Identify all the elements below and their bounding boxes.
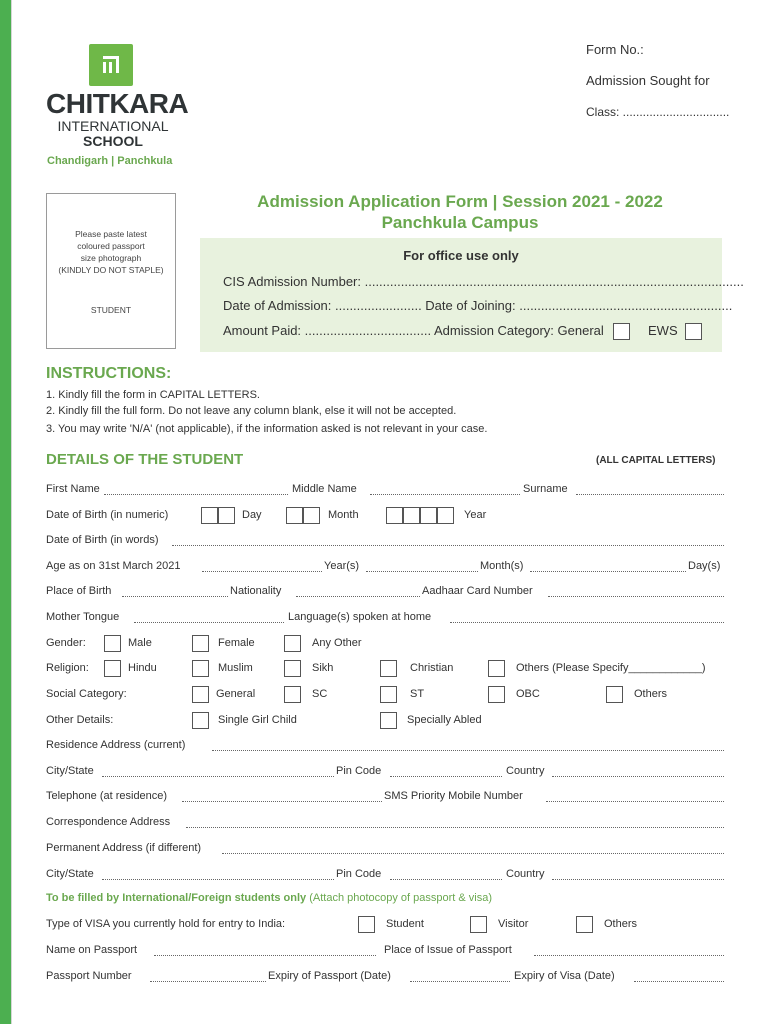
school-logo-icon bbox=[89, 44, 133, 86]
office-use-panel bbox=[200, 238, 744, 352]
christian-checkbox[interactable] bbox=[380, 660, 397, 677]
aadhaar-field[interactable] bbox=[548, 585, 724, 597]
country-label-2: Country bbox=[506, 868, 545, 880]
language-row bbox=[46, 611, 724, 627]
residence-label: Residence Address (current) bbox=[46, 739, 186, 751]
dob-day-digit-1[interactable] bbox=[201, 507, 218, 524]
gender-label: Gender: bbox=[46, 637, 86, 649]
mother-tongue-field[interactable] bbox=[134, 611, 284, 623]
age-days-field[interactable] bbox=[530, 560, 686, 572]
sms-mobile-field[interactable] bbox=[546, 790, 724, 802]
dob-year-digit-4[interactable] bbox=[437, 507, 454, 524]
religion-row bbox=[46, 662, 724, 678]
dob-numeric-label: Date of Birth (in numeric) bbox=[46, 509, 169, 521]
instruction-3: 3. You may write 'N/A' (not applicable), if the information asked is not relevant in your case. bbox=[46, 423, 488, 435]
st-label: ST bbox=[410, 688, 425, 700]
middle-name-field[interactable] bbox=[370, 483, 520, 495]
expiry-passport-field[interactable] bbox=[410, 970, 510, 982]
left-accent-line bbox=[11, 0, 12, 1024]
name-row bbox=[46, 483, 724, 499]
expiry-visa-label: Expiry of Visa (Date) bbox=[514, 970, 615, 982]
surname-label: Surname bbox=[523, 483, 568, 495]
place-of-birth-field[interactable] bbox=[122, 585, 228, 597]
aadhaar-label: Aadhaar Card Number bbox=[422, 585, 533, 597]
mother-tongue-label: Mother Tongue bbox=[46, 611, 120, 623]
pin-code-field-1[interactable] bbox=[390, 765, 502, 777]
other-category-checkbox[interactable] bbox=[606, 686, 623, 703]
general-checkbox[interactable] bbox=[613, 323, 630, 340]
brand-name: CHITKARA bbox=[46, 88, 189, 119]
christian-label: Christian bbox=[410, 662, 454, 674]
month-label: Month bbox=[328, 509, 359, 521]
city-row-1 bbox=[46, 765, 724, 781]
nationality-label: Nationality bbox=[230, 585, 282, 597]
city-row-2 bbox=[46, 868, 724, 884]
office-use-heading: For office use only bbox=[403, 248, 519, 263]
photo-line-1: Please paste latest bbox=[75, 229, 147, 239]
photo-line-4: (KINDLY DO NOT STAPLE) bbox=[58, 265, 164, 275]
permanent-row bbox=[46, 842, 724, 858]
visitor-visa-label: Visitor bbox=[498, 918, 529, 930]
single-girl-checkbox[interactable] bbox=[192, 712, 209, 729]
photo-box[interactable] bbox=[46, 193, 176, 349]
other-details-row bbox=[46, 714, 724, 730]
visa-type-row bbox=[46, 918, 724, 934]
dob-month-digit-2[interactable] bbox=[303, 507, 320, 524]
country-field-1[interactable] bbox=[552, 765, 724, 777]
social-category-label: Social Category: bbox=[46, 688, 127, 700]
student-visa-label: Student bbox=[386, 918, 424, 930]
form-title: Admission Application Form | Session 2021 - 2022 bbox=[257, 192, 663, 211]
age-label: Age as on 31st March 2021 bbox=[46, 560, 181, 572]
permanent-address-field[interactable] bbox=[222, 842, 724, 854]
other-religion-checkbox[interactable] bbox=[488, 660, 505, 677]
cis-admission-number[interactable]: CIS Admission Number: ......................................................................................................... bbox=[223, 274, 744, 289]
specially-abled-checkbox[interactable] bbox=[380, 712, 397, 729]
foreign-heading-text: To be filled by International/Foreign students only bbox=[46, 892, 307, 904]
expiry-visa-field[interactable] bbox=[634, 970, 724, 982]
hindu-checkbox[interactable] bbox=[104, 660, 121, 677]
permanent-label: Permanent Address (if different) bbox=[46, 842, 202, 854]
visa-type-label: Type of VISA you currently hold for entry to India: bbox=[46, 918, 286, 930]
muslim-label: Muslim bbox=[218, 662, 253, 674]
st-checkbox[interactable] bbox=[380, 686, 397, 703]
obc-checkbox[interactable] bbox=[488, 686, 505, 703]
date-of-admission[interactable]: Date of Admission: ........................ Date of Joining: ........................................................... bbox=[223, 298, 733, 313]
middle-name-label: Middle Name bbox=[292, 483, 357, 495]
dob-month-digit-1[interactable] bbox=[286, 507, 303, 524]
place-of-birth-label: Place of Birth bbox=[46, 585, 112, 597]
passport-number-field[interactable] bbox=[150, 970, 266, 982]
country-field-2[interactable] bbox=[552, 868, 724, 880]
nationality-field[interactable] bbox=[296, 585, 420, 597]
dob-words-label: Date of Birth (in words) bbox=[46, 534, 159, 546]
surname-field[interactable] bbox=[576, 483, 724, 495]
ews-checkbox[interactable] bbox=[685, 323, 702, 340]
other-visa-checkbox[interactable] bbox=[576, 916, 593, 933]
dob-year-digit-1[interactable] bbox=[386, 507, 403, 524]
amount-paid-label: Amount Paid: ................................... Admission Category: General bbox=[223, 323, 604, 338]
city-state-label-2: City/State bbox=[46, 868, 94, 880]
social-category-row bbox=[46, 688, 724, 704]
brand-line-international: INTERNATIONAL bbox=[57, 118, 169, 134]
any-other-gender-checkbox[interactable] bbox=[284, 635, 301, 652]
others-specify-label: Others (Please Specify____________) bbox=[516, 662, 706, 674]
place-of-issue-label: Place of Issue of Passport bbox=[384, 944, 512, 956]
ews-label: EWS bbox=[648, 323, 678, 338]
general-label: General bbox=[216, 688, 256, 700]
form-subtitle: Panchkula Campus bbox=[381, 213, 539, 232]
foreign-students-heading bbox=[46, 892, 492, 904]
visitor-visa-checkbox[interactable] bbox=[470, 916, 487, 933]
year-label: Year bbox=[464, 509, 487, 521]
photo-student-label: STUDENT bbox=[90, 305, 132, 315]
age-months-field[interactable] bbox=[366, 560, 478, 572]
pin-code-label-2: Pin Code bbox=[336, 868, 382, 880]
left-accent-bar bbox=[0, 0, 11, 1024]
other-visa-label: Others bbox=[604, 918, 638, 930]
languages-field[interactable] bbox=[450, 611, 724, 623]
instructions-heading: INSTRUCTIONS: bbox=[46, 365, 172, 382]
amount-paid-row bbox=[223, 323, 702, 340]
dob-year-digit-3[interactable] bbox=[420, 507, 437, 524]
instruction-2: 2. Kindly fill the full form. Do not leave any column blank, else it will not be accepted. bbox=[46, 405, 457, 417]
city-state-field-1[interactable] bbox=[102, 765, 334, 777]
passport-number-row bbox=[46, 970, 724, 986]
residence-row bbox=[46, 739, 724, 755]
languages-label: Language(s) spoken at home bbox=[288, 611, 432, 623]
days-label: Day(s) bbox=[688, 560, 721, 572]
months-label: Month(s) bbox=[480, 560, 524, 572]
class-field[interactable]: Class: ................................ bbox=[586, 105, 730, 119]
passport-number-label: Passport Number bbox=[46, 970, 132, 982]
brand-subtitle bbox=[46, 118, 180, 154]
pin-code-field-2[interactable] bbox=[390, 868, 502, 880]
religion-label: Religion: bbox=[46, 662, 89, 674]
city-state-field-2[interactable] bbox=[102, 868, 334, 880]
other-details-label: Other Details: bbox=[46, 714, 114, 726]
sc-label: SC bbox=[312, 688, 328, 700]
age-row bbox=[46, 560, 724, 576]
photo-line-3: size photograph bbox=[80, 253, 142, 263]
female-label: Female bbox=[218, 637, 255, 649]
dob-numeric-row bbox=[46, 509, 724, 525]
muslim-checkbox[interactable] bbox=[192, 660, 209, 677]
pin-code-label-1: Pin Code bbox=[336, 765, 382, 777]
foreign-note: (Attach photocopy of passport & visa) bbox=[306, 892, 493, 904]
dob-words-row bbox=[46, 534, 724, 550]
form-number-label: Form No.: bbox=[586, 42, 644, 57]
dob-words-field[interactable] bbox=[172, 534, 724, 546]
gender-row bbox=[46, 637, 724, 653]
male-checkbox[interactable] bbox=[104, 635, 121, 652]
general-category-checkbox[interactable] bbox=[192, 686, 209, 703]
correspondence-field[interactable] bbox=[186, 816, 724, 828]
specially-abled-label: Specially Abled bbox=[407, 714, 482, 726]
name-on-passport-field[interactable] bbox=[154, 944, 376, 956]
years-label: Year(s) bbox=[324, 560, 360, 572]
admission-sought-label: Admission Sought for bbox=[586, 73, 710, 88]
city-state-label-1: City/State bbox=[46, 765, 94, 777]
country-label-1: Country bbox=[506, 765, 545, 777]
telephone-label: Telephone (at residence) bbox=[46, 790, 168, 802]
photo-line-2: coloured passport bbox=[77, 241, 145, 251]
female-checkbox[interactable] bbox=[192, 635, 209, 652]
first-name-label: First Name bbox=[46, 483, 100, 495]
telephone-row bbox=[46, 790, 724, 806]
passport-name-row bbox=[46, 944, 724, 960]
correspondence-row bbox=[46, 816, 724, 832]
sc-checkbox[interactable] bbox=[284, 686, 301, 703]
place-of-issue-field[interactable] bbox=[534, 944, 724, 956]
name-on-passport-label: Name on Passport bbox=[46, 944, 138, 956]
expiry-passport-label: Expiry of Passport (Date) bbox=[268, 970, 391, 982]
instruction-1: 1. Kindly fill the form in CAPITAL LETTERS. bbox=[46, 389, 260, 401]
student-visa-checkbox[interactable] bbox=[358, 916, 375, 933]
any-other-label: Any Other bbox=[312, 637, 362, 649]
dob-year-digit-2[interactable] bbox=[403, 507, 420, 524]
sms-mobile-label: SMS Priority Mobile Number bbox=[384, 790, 523, 802]
dob-day-digit-2[interactable] bbox=[218, 507, 235, 524]
residence-address-field[interactable] bbox=[212, 739, 724, 751]
correspondence-label: Correspondence Address bbox=[46, 816, 171, 828]
sikh-label: Sikh bbox=[312, 662, 334, 674]
single-girl-label: Single Girl Child bbox=[218, 714, 297, 726]
sikh-checkbox[interactable] bbox=[284, 660, 301, 677]
others-category-label: Others bbox=[634, 688, 668, 700]
details-heading: DETAILS OF THE STUDENT bbox=[46, 451, 244, 468]
obc-label: OBC bbox=[516, 688, 540, 700]
campus-list: Chandigarh | Panchkula bbox=[47, 155, 173, 167]
first-name-field[interactable] bbox=[104, 483, 288, 495]
male-label: Male bbox=[128, 637, 152, 649]
day-label: Day bbox=[242, 509, 262, 521]
capital-letters-note: (ALL CAPITAL LETTERS) bbox=[596, 455, 716, 466]
telephone-field[interactable] bbox=[182, 790, 382, 802]
brand-line-school: SCHOOL bbox=[83, 133, 143, 149]
age-years-field[interactable] bbox=[202, 560, 322, 572]
birthplace-row bbox=[46, 585, 724, 601]
hindu-label: Hindu bbox=[128, 662, 157, 674]
